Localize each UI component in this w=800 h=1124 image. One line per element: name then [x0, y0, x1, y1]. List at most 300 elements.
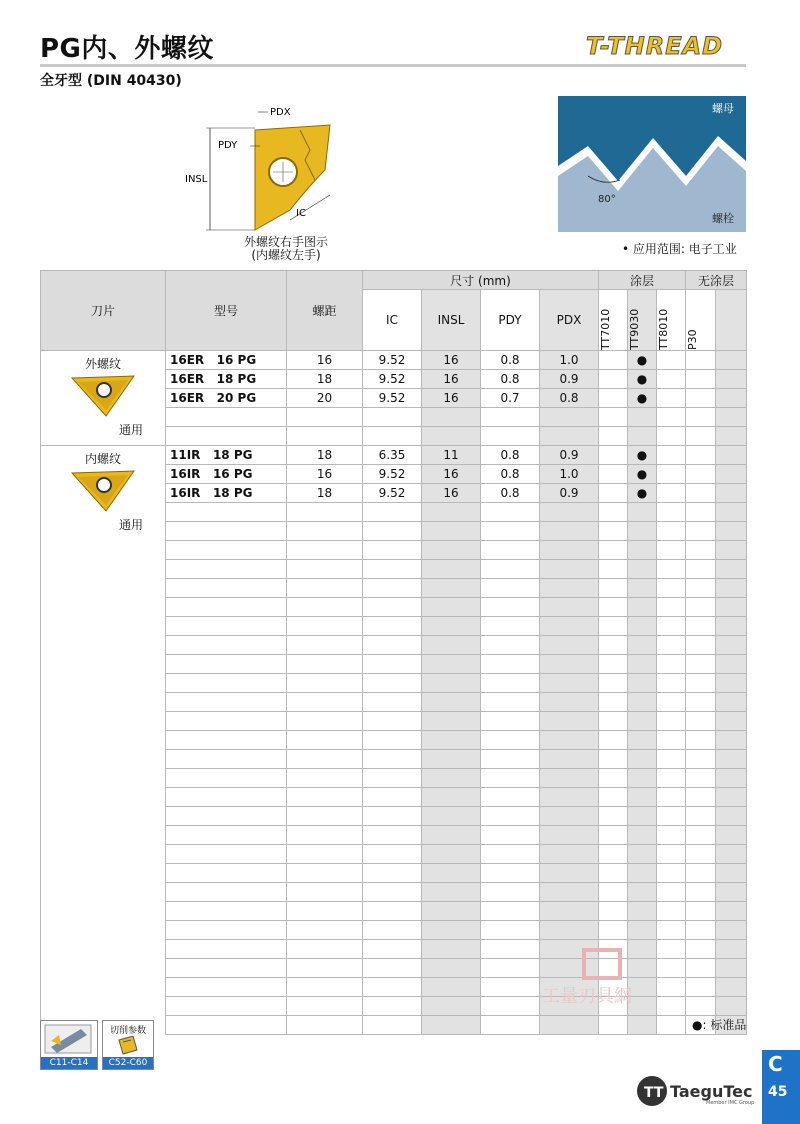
ic-cell — [363, 712, 422, 731]
svg-text:TT: TT — [644, 1085, 664, 1101]
pitch-cell — [287, 674, 363, 693]
pdx-cell — [540, 750, 599, 769]
ic-cell — [363, 522, 422, 541]
header-ic: IC — [363, 290, 422, 351]
model-cell — [166, 769, 287, 788]
pitch-cell — [287, 864, 363, 883]
insl-cell — [422, 541, 481, 560]
insl-cell — [422, 693, 481, 712]
grade-tt9030-cell — [628, 712, 657, 731]
grade-tt8010-cell — [657, 655, 686, 674]
ic-label: IC — [296, 208, 306, 219]
ic-cell — [363, 845, 422, 864]
pitch-cell — [287, 902, 363, 921]
insl-cell — [422, 427, 481, 446]
pitch-cell: 18 — [287, 484, 363, 503]
ref-title-cutting-data: 切削参数 — [109, 1026, 146, 1036]
grade-tt7010-cell — [599, 845, 628, 864]
ic-cell: 9.52 — [363, 370, 422, 389]
pdx-cell — [540, 503, 599, 522]
grade-tt7010-cell — [599, 655, 628, 674]
grade-p30-cell — [686, 826, 716, 845]
ic-cell — [363, 674, 422, 693]
title-rule — [40, 64, 746, 67]
ic-cell — [363, 902, 422, 921]
insl-cell — [422, 921, 481, 940]
grade-p30-cell — [686, 427, 716, 446]
pdy-cell — [481, 807, 540, 826]
header-coated: 涂层 — [599, 271, 686, 290]
insl-cell: 11 — [422, 446, 481, 465]
pitch-cell — [287, 959, 363, 978]
ic-cell — [363, 921, 422, 940]
pitch-cell — [287, 750, 363, 769]
grade-p30-cell — [686, 997, 716, 1016]
pdx-cell — [540, 712, 599, 731]
grade-empty-cell — [716, 788, 747, 807]
pdy-cell: 0.8 — [481, 351, 540, 370]
pitch-cell — [287, 826, 363, 845]
grade-tt9030-cell — [628, 921, 657, 940]
grade-tt8010-cell — [657, 883, 686, 902]
insl-cell — [422, 655, 481, 674]
grade-p30-cell — [686, 351, 716, 370]
grade-tt9030-cell: ● — [628, 484, 657, 503]
grade-tt7010-cell — [599, 712, 628, 731]
pdy-cell — [481, 560, 540, 579]
diagram-caption-line1: 外螺纹右手图示 — [243, 235, 328, 249]
insl-cell — [422, 826, 481, 845]
ref-box-holders[interactable] — [40, 1020, 98, 1070]
pdy-cell — [481, 655, 540, 674]
grade-tt8010-cell — [657, 750, 686, 769]
model-cell — [166, 731, 287, 750]
pdy-cell: 0.8 — [481, 465, 540, 484]
model-cell: 11IR 18 PG — [166, 446, 287, 465]
grade-p30-cell — [686, 541, 716, 560]
pdx-cell — [540, 408, 599, 427]
ic-cell — [363, 940, 422, 959]
grade-empty-cell — [716, 845, 747, 864]
header-grade-tt9030: TT9030 — [628, 290, 657, 351]
grade-empty-cell — [716, 864, 747, 883]
grade-tt9030-cell: ● — [628, 465, 657, 484]
grade-tt8010-cell — [657, 1016, 686, 1035]
grade-tt8010-cell — [657, 465, 686, 484]
application-note: • 应用范围: 电子工业 — [622, 242, 737, 256]
grade-empty-cell — [716, 655, 747, 674]
grade-tt9030-cell — [628, 522, 657, 541]
grade-tt9030-cell: ● — [628, 446, 657, 465]
grade-empty-cell — [716, 541, 747, 560]
ic-cell: 9.52 — [363, 351, 422, 370]
grade-tt8010-cell — [657, 446, 686, 465]
grade-tt7010-cell — [599, 503, 628, 522]
ic-cell — [363, 427, 422, 446]
ic-cell — [363, 750, 422, 769]
insert-spec-table — [40, 270, 747, 1035]
pitch-cell — [287, 617, 363, 636]
grade-p30-cell — [686, 864, 716, 883]
pdx-cell — [540, 655, 599, 674]
grade-tt7010-cell — [599, 579, 628, 598]
pdx-cell — [540, 731, 599, 750]
grade-empty-cell — [716, 959, 747, 978]
grade-tt8010-cell — [657, 921, 686, 940]
grade-p30-cell — [686, 560, 716, 579]
pitch-cell — [287, 807, 363, 826]
pitch-cell — [287, 598, 363, 617]
grade-p30-cell — [686, 959, 716, 978]
grade-tt9030-cell — [628, 579, 657, 598]
grade-tt7010-cell — [599, 522, 628, 541]
grade-tt7010-cell — [599, 1016, 628, 1035]
grade-p30-cell — [686, 446, 716, 465]
grade-tt7010-cell — [599, 788, 628, 807]
model-cell — [166, 636, 287, 655]
ic-cell — [363, 560, 422, 579]
model-cell: 16ER 20 PG — [166, 389, 287, 408]
insl-cell — [422, 617, 481, 636]
grade-p30-cell — [686, 522, 716, 541]
grade-tt8010-cell — [657, 807, 686, 826]
insl-cell — [422, 598, 481, 617]
pitch-cell: 18 — [287, 370, 363, 389]
diagram-caption — [226, 236, 346, 262]
grade-tt8010-cell — [657, 541, 686, 560]
grade-tt7010-cell — [599, 370, 628, 389]
pdy-cell: 0.8 — [481, 446, 540, 465]
grade-p30-cell — [686, 389, 716, 408]
grade-empty-cell — [716, 617, 747, 636]
pdx-cell — [540, 921, 599, 940]
grade-tt9030-cell — [628, 655, 657, 674]
grade-tt9030-cell — [628, 598, 657, 617]
grade-p30-cell — [686, 503, 716, 522]
ic-cell — [363, 978, 422, 997]
grade-tt7010-cell — [599, 902, 628, 921]
pdx-cell — [540, 674, 599, 693]
insl-cell — [422, 674, 481, 693]
bolt-label: 螺栓 — [712, 212, 734, 225]
pdx-cell — [540, 693, 599, 712]
insl-cell — [422, 522, 481, 541]
holder-icon — [41, 1021, 97, 1057]
ic-cell — [363, 864, 422, 883]
grade-p30-cell — [686, 788, 716, 807]
pitch-cell — [287, 579, 363, 598]
insl-cell — [422, 731, 481, 750]
pitch-cell — [287, 655, 363, 674]
pitch-cell: 16 — [287, 465, 363, 484]
pitch-cell — [287, 427, 363, 446]
standard-note: ●: 标准品 — [692, 1018, 747, 1032]
header-model: 型号 — [166, 271, 287, 351]
grade-empty-cell — [716, 446, 747, 465]
grade-p30-cell — [686, 693, 716, 712]
insl-cell — [422, 959, 481, 978]
model-cell — [166, 940, 287, 959]
page-number: 45 — [768, 1084, 788, 1100]
model-cell — [166, 617, 287, 636]
pitch-cell — [287, 921, 363, 940]
grade-tt8010-cell — [657, 522, 686, 541]
ic-cell — [363, 807, 422, 826]
grade-empty-cell — [716, 921, 747, 940]
grade-tt8010-cell — [657, 636, 686, 655]
ref-label-cutting-data: C52-C60 — [103, 1057, 153, 1069]
pdx-cell — [540, 883, 599, 902]
pitch-cell — [287, 788, 363, 807]
grade-tt9030-cell — [628, 902, 657, 921]
grade-p30-cell — [686, 370, 716, 389]
grade-tt7010-cell — [599, 883, 628, 902]
pdx-cell — [540, 864, 599, 883]
grade-tt8010-cell — [657, 503, 686, 522]
pdy-cell — [481, 750, 540, 769]
insert-group-external — [41, 351, 166, 446]
insert-usage-label: 通用 — [118, 518, 143, 532]
header-grade-p30: P30 — [686, 290, 716, 351]
model-cell — [166, 693, 287, 712]
pitch-cell — [287, 541, 363, 560]
insl-cell: 16 — [422, 389, 481, 408]
model-cell: 16ER 18 PG — [166, 370, 287, 389]
pdy-cell — [481, 959, 540, 978]
grade-tt7010-cell — [599, 598, 628, 617]
insl-cell — [422, 788, 481, 807]
grade-tt7010-cell — [599, 351, 628, 370]
insl-cell — [422, 807, 481, 826]
grade-tt7010-cell — [599, 864, 628, 883]
grade-empty-cell — [716, 997, 747, 1016]
grade-empty-cell — [716, 826, 747, 845]
grade-p30-cell — [686, 769, 716, 788]
pdy-cell — [481, 864, 540, 883]
insl-cell — [422, 579, 481, 598]
grade-tt8010-cell — [657, 427, 686, 446]
grade-tt7010-cell — [599, 446, 628, 465]
pdy-cell — [481, 522, 540, 541]
company-logo-subtext: Member IMC Group — [706, 1100, 755, 1106]
grade-tt7010-cell — [599, 560, 628, 579]
grade-tt8010-cell — [657, 389, 686, 408]
insl-cell — [422, 997, 481, 1016]
insert-group-internal — [41, 446, 166, 1035]
grade-empty-cell — [716, 978, 747, 997]
pdy-cell — [481, 617, 540, 636]
insl-cell — [422, 864, 481, 883]
model-cell: 16IR 18 PG — [166, 484, 287, 503]
insl-cell — [422, 902, 481, 921]
grade-tt7010-cell — [599, 693, 628, 712]
insert-usage-label: 通用 — [118, 423, 143, 437]
grade-empty-cell — [716, 484, 747, 503]
pdx-cell: 1.0 — [540, 351, 599, 370]
ref-box-cutting-data[interactable] — [102, 1020, 154, 1070]
ic-cell — [363, 826, 422, 845]
grade-tt9030-cell — [628, 617, 657, 636]
pdy-cell — [481, 598, 540, 617]
grade-tt8010-cell — [657, 788, 686, 807]
pdy-cell — [481, 503, 540, 522]
grade-tt7010-cell — [599, 465, 628, 484]
pdy-cell — [481, 427, 540, 446]
insert-group-label: 内螺纹 — [84, 452, 121, 466]
pitch-cell — [287, 522, 363, 541]
model-cell — [166, 883, 287, 902]
pdx-cell — [540, 522, 599, 541]
pdx-cell — [540, 560, 599, 579]
grade-tt7010-cell — [599, 674, 628, 693]
grade-empty-cell — [716, 579, 747, 598]
model-cell — [166, 579, 287, 598]
header-pdy: PDY — [481, 290, 540, 351]
diagram-caption-line2: (内螺纹左手) — [251, 248, 321, 262]
grade-tt9030-cell — [628, 788, 657, 807]
grade-tt7010-cell — [599, 731, 628, 750]
ic-cell: 9.52 — [363, 484, 422, 503]
header-pitch: 螺距 — [287, 271, 363, 351]
pitch-cell — [287, 769, 363, 788]
grade-tt9030-cell: ● — [628, 370, 657, 389]
grade-tt9030-cell — [628, 826, 657, 845]
model-cell — [166, 864, 287, 883]
pdy-cell — [481, 978, 540, 997]
pdy-cell: 0.8 — [481, 484, 540, 503]
pdy-cell — [481, 902, 540, 921]
pdx-cell — [540, 807, 599, 826]
pdx-cell: 1.0 — [540, 465, 599, 484]
pdy-cell — [481, 541, 540, 560]
model-cell — [166, 427, 287, 446]
grade-empty-cell — [716, 503, 747, 522]
pdy-cell — [481, 408, 540, 427]
model-cell — [166, 997, 287, 1016]
grade-empty-cell — [716, 940, 747, 959]
grade-p30-cell — [686, 978, 716, 997]
grade-empty-cell — [716, 560, 747, 579]
pitch-cell — [287, 997, 363, 1016]
pdx-cell — [540, 788, 599, 807]
book-icon — [117, 1036, 139, 1056]
model-cell: 16IR 16 PG — [166, 465, 287, 484]
pdy-cell — [481, 940, 540, 959]
pdx-cell — [540, 541, 599, 560]
pitch-cell: 20 — [287, 389, 363, 408]
watermark-logo — [538, 946, 668, 1016]
model-cell — [166, 978, 287, 997]
ic-cell — [363, 883, 422, 902]
insl-cell: 16 — [422, 351, 481, 370]
angle-label: 80° — [598, 194, 616, 205]
grade-tt9030-cell — [628, 541, 657, 560]
grade-p30-cell — [686, 617, 716, 636]
grade-empty-cell — [716, 750, 747, 769]
grade-p30-cell — [686, 655, 716, 674]
insl-cell — [422, 408, 481, 427]
grade-p30-cell — [686, 731, 716, 750]
pdy-cell — [481, 997, 540, 1016]
pdy-cell — [481, 579, 540, 598]
grade-tt9030-cell — [628, 674, 657, 693]
pdx-cell — [540, 845, 599, 864]
pdy-cell — [481, 731, 540, 750]
grade-tt9030-cell — [628, 408, 657, 427]
pdy-cell — [481, 921, 540, 940]
grade-tt7010-cell — [599, 636, 628, 655]
brand-logo: T-THREAD — [586, 32, 724, 60]
model-cell — [166, 560, 287, 579]
grade-empty-cell — [716, 674, 747, 693]
insl-label: INSL — [185, 174, 208, 185]
svg-text:工量刃具網: 工量刃具網 — [542, 986, 632, 1007]
pdx-cell — [540, 769, 599, 788]
model-cell — [166, 408, 287, 427]
pdx-cell: 0.9 — [540, 370, 599, 389]
ic-cell — [363, 788, 422, 807]
grade-p30-cell — [686, 902, 716, 921]
insl-cell: 16 — [422, 370, 481, 389]
grade-tt9030-cell — [628, 845, 657, 864]
pdx-cell — [540, 617, 599, 636]
grade-tt8010-cell — [657, 693, 686, 712]
pdy-cell: 0.7 — [481, 389, 540, 408]
pdx-cell: 0.9 — [540, 484, 599, 503]
model-cell — [166, 541, 287, 560]
grade-empty-cell — [716, 351, 747, 370]
pdy-cell — [481, 1016, 540, 1035]
pitch-cell: 16 — [287, 351, 363, 370]
ic-cell — [363, 693, 422, 712]
pitch-cell — [287, 940, 363, 959]
insl-cell: 16 — [422, 484, 481, 503]
table-row — [41, 446, 747, 465]
pdy-cell — [481, 636, 540, 655]
grade-p30-cell — [686, 674, 716, 693]
model-cell: 16ER 16 PG — [166, 351, 287, 370]
grade-p30-cell — [686, 940, 716, 959]
grade-tt9030-cell: ● — [628, 351, 657, 370]
ic-cell — [363, 997, 422, 1016]
grade-p30-cell — [686, 845, 716, 864]
insl-cell — [422, 1016, 481, 1035]
pdx-cell — [540, 427, 599, 446]
grade-tt7010-cell — [599, 408, 628, 427]
grade-p30-cell — [686, 807, 716, 826]
grade-p30-cell — [686, 712, 716, 731]
model-cell — [166, 503, 287, 522]
grade-tt8010-cell — [657, 674, 686, 693]
pdx-label: PDX — [270, 107, 291, 118]
grade-tt9030-cell — [628, 636, 657, 655]
pdx-cell: 0.9 — [540, 446, 599, 465]
insl-cell — [422, 769, 481, 788]
grade-empty-cell — [716, 598, 747, 617]
grade-tt7010-cell — [599, 769, 628, 788]
ref-label-holders: C11-C14 — [41, 1057, 97, 1069]
ic-cell — [363, 598, 422, 617]
grade-tt8010-cell — [657, 731, 686, 750]
model-cell — [166, 807, 287, 826]
grade-tt9030-cell — [628, 769, 657, 788]
pdx-cell — [540, 636, 599, 655]
grade-p30-cell — [686, 465, 716, 484]
grade-tt9030-cell — [628, 750, 657, 769]
grade-p30-cell — [686, 921, 716, 940]
pdy-cell — [481, 693, 540, 712]
pitch-cell — [287, 408, 363, 427]
